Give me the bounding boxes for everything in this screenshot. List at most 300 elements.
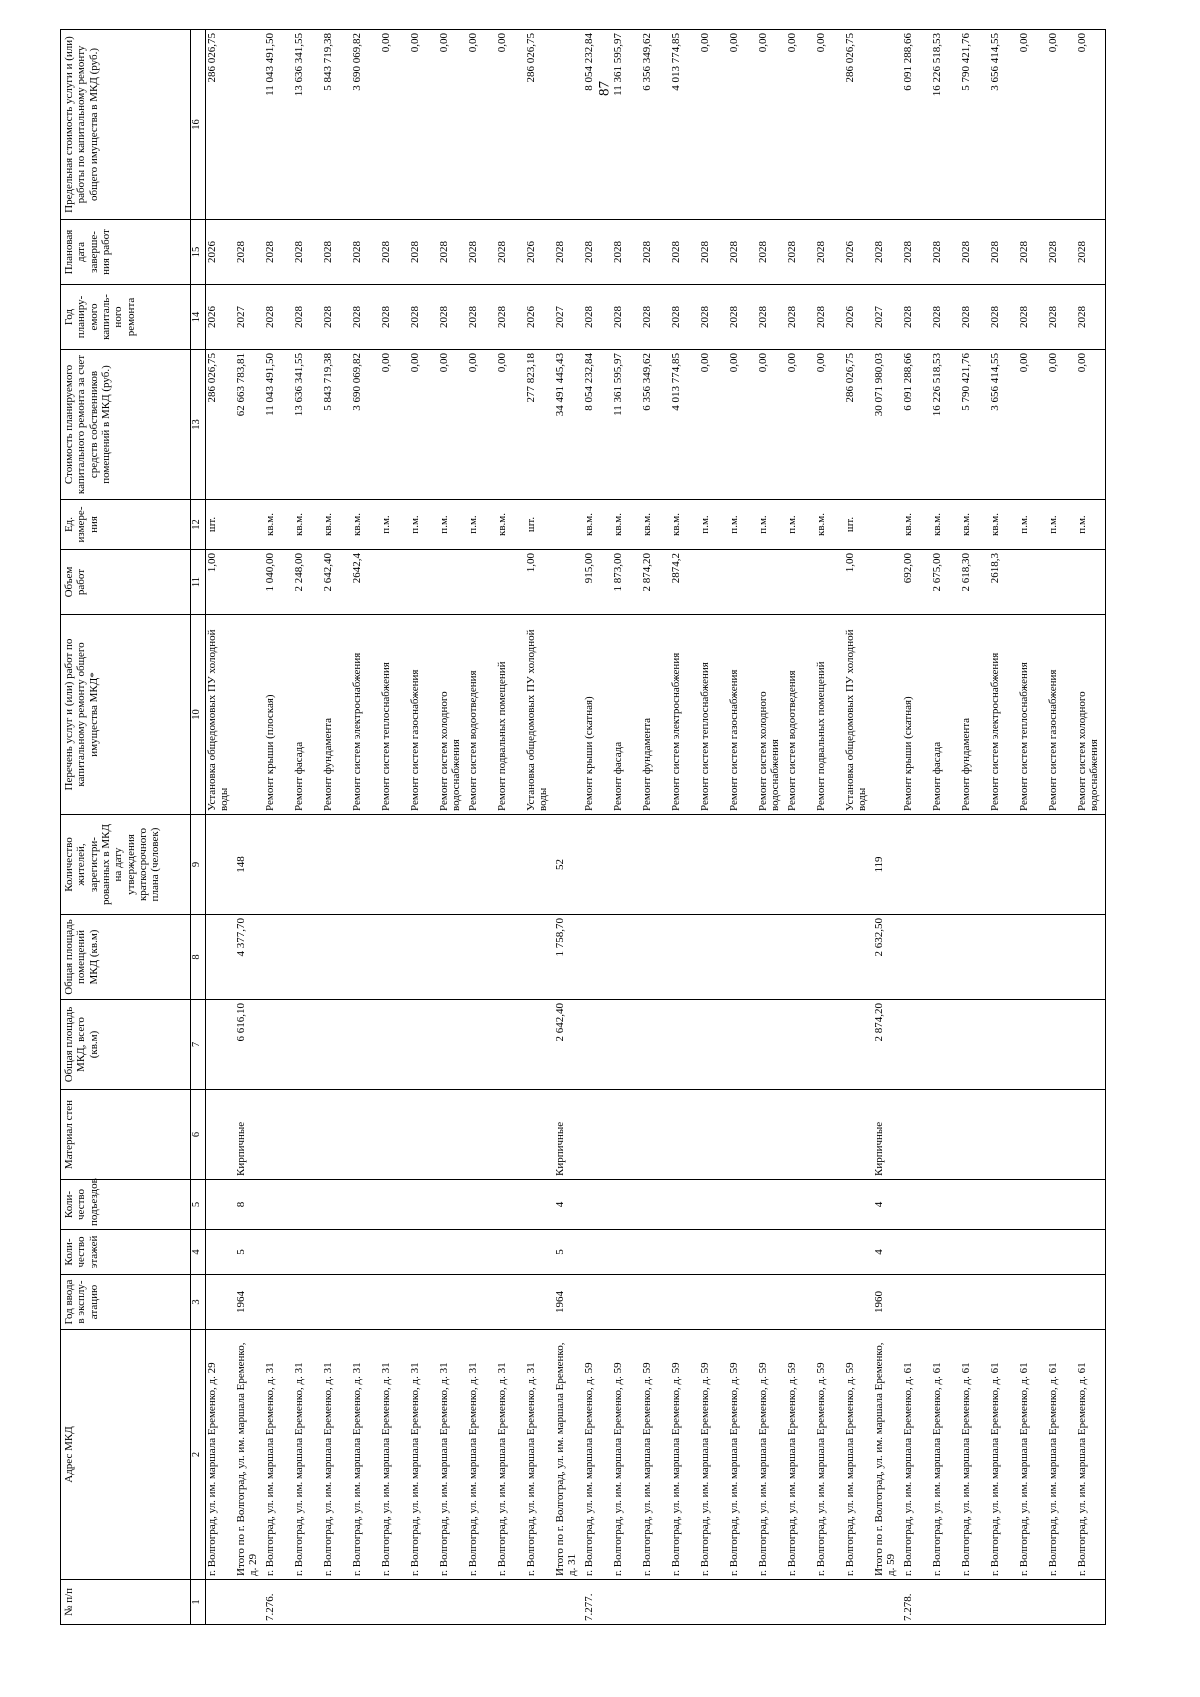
table-cell [844,1275,873,1330]
table-cell [670,1180,699,1230]
column-number: 11 [191,550,206,615]
table-cell [293,915,322,1000]
header-cell: Предельная стоимость услуги и (или) работы по капитальному ремонту общего имущества в МКД (руб.) [61,30,191,220]
table-cell: 0,00 [699,30,728,220]
column-number: 10 [191,615,206,815]
table-cell: Итого по г. Волгоград, ул. им. маршала Еременко, д. 31 [554,1330,583,1580]
table-cell: Установка общедомовых ПУ холодной воды [525,615,554,815]
table-cell [989,915,1018,1000]
table-cell: 2028 [380,220,409,285]
table-cell: Ремонт подвальных помещений [496,615,525,815]
table-cell [844,1090,873,1180]
table-cell: г. Волгоград, ул. им. маршала Еременко, д. 59 [641,1330,670,1580]
table-cell [699,1090,728,1180]
column-number: 1 [191,1580,206,1625]
table-cell [380,1090,409,1180]
table-cell [235,500,264,550]
table-cell [612,1275,641,1330]
table-cell: Ремонт фасада [293,615,322,815]
table-cell [1076,1580,1106,1625]
table-cell: 4 [873,1180,902,1230]
table-cell [815,550,844,615]
table-cell [728,1180,757,1230]
table-cell [641,815,670,915]
table-cell: г. Волгоград, ул. им. маршала Еременко, д. 31 [264,1330,293,1580]
table-cell [699,815,728,915]
table-cell: кв.м. [960,500,989,550]
table-cell: г. Волгоград, ул. им. маршала Еременко, д. 31 [438,1330,467,1580]
table-cell [467,1580,496,1625]
column-number: 2 [191,1330,206,1580]
table-row [844,30,873,1625]
table-cell: 2028 [583,285,612,350]
table-cell [1076,550,1106,615]
table-cell: п.м. [1076,500,1106,550]
table-cell: п.м. [1047,500,1076,550]
table-cell [1076,815,1106,915]
table-cell [844,1180,873,1230]
table-cell [351,915,380,1000]
table-cell [1047,1230,1076,1275]
table-cell: г. Волгоград, ул. им. маршала Еременко, д. 61 [989,1330,1018,1580]
table-cell [467,815,496,915]
table-cell: 2028 [931,220,960,285]
table-cell [670,1275,699,1330]
table-cell: 2028 [873,220,902,285]
table-row [902,30,931,1625]
table-cell: Кирпичные [554,1090,583,1180]
table-cell [525,915,554,1000]
table-cell: шт. [844,500,873,550]
table-row [1018,30,1047,1625]
table-cell: Ремонт систем холодного водоснабжения [438,615,467,815]
table-cell: 0,00 [1076,350,1106,500]
table-cell: кв.м. [989,500,1018,550]
table-cell: Ремонт систем электроснабжения [351,615,380,815]
column-number: 8 [191,915,206,1000]
header-cell: Плановая дата заверше-ния работ [61,220,191,285]
table-cell [322,815,351,915]
header-cell: Количество жителей, зарегистри-рованных в МКД на дату утверждения краткосрочного плана (человек) [61,815,191,915]
table-cell: Ремонт систем газоснабжения [728,615,757,815]
table-cell: г. Волгоград, ул. им. маршала Еременко, д. 31 [293,1330,322,1580]
table-cell [1076,1180,1106,1230]
table-cell: г. Волгоград, ул. им. маршала Еременко, д. 61 [1047,1330,1076,1580]
table-cell: 5 843 719,38 [322,30,351,220]
table-cell: г. Волгоград, ул. им. маршала Еременко, д. 31 [351,1330,380,1580]
table-cell: кв.м. [351,500,380,550]
table-cell [699,1230,728,1275]
table-cell: 2642,4 [351,550,380,615]
table-cell: г. Волгоград, ул. им. маршала Еременко, д. 31 [409,1330,438,1580]
table-cell: кв.м. [670,500,699,550]
table-cell: Ремонт систем теплоснабжения [380,615,409,815]
table-cell [786,1000,815,1090]
column-number: 5 [191,1180,206,1230]
table-cell [1076,915,1106,1000]
table-row [786,30,815,1625]
table-row [293,30,322,1625]
table-cell [525,1580,554,1625]
table-cell: 7.277. [583,1580,612,1625]
header-cell: Год ввода в эксплу-атацию [61,1275,191,1330]
header-cell: Год планиру-емого капиталь-ного ремонта [61,285,191,350]
table-cell: 0,00 [438,350,467,500]
table-cell: 4 013 774,85 [670,30,699,220]
column-number: 12 [191,500,206,550]
table-row [351,30,380,1625]
table-cell: 2027 [873,285,902,350]
table-cell: г. Волгоград, ул. им. маршала Еременко, д. 61 [960,1330,989,1580]
table-cell: 3 690 069,82 [351,350,380,500]
table-cell: 2 642,40 [554,1000,583,1090]
table-cell [467,1180,496,1230]
table-cell: 1964 [235,1275,264,1330]
table-cell: Ремонт крыши (скатная) [583,615,612,815]
table-cell [1076,1090,1106,1180]
table-cell [1076,1230,1106,1275]
table-cell: 2026 [206,220,236,285]
table-cell [699,915,728,1000]
table-cell [815,1000,844,1090]
table-cell: г. Волгоград, ул. им. маршала Еременко, д. 61 [931,1330,960,1580]
table-cell: 2618,3 [989,550,1018,615]
table-cell: Ремонт систем холодного водоснабжения [757,615,786,815]
table-cell: 2028 [670,220,699,285]
table-cell: Итого по г. Волгоград, ул. им. маршала Еременко, д. 59 [873,1330,902,1580]
table-cell [554,30,583,220]
table-cell: 2028 [786,285,815,350]
table-cell [467,1230,496,1275]
table-cell [322,1000,351,1090]
table-cell: г. Волгоград, ул. им. маршала Еременко, д. 29 [206,1330,236,1580]
table-cell: 2028 [699,220,728,285]
table-cell: г. Волгоград, ул. им. маршала Еременко, д. 59 [786,1330,815,1580]
table-cell [641,915,670,1000]
table-cell [322,1275,351,1330]
table-cell: п.м. [699,500,728,550]
table-cell [670,1090,699,1180]
table-cell: 0,00 [409,30,438,220]
table-cell [380,1580,409,1625]
table-cell: 4 377,70 [235,915,264,1000]
table-cell: 5 843 719,38 [322,350,351,500]
table-cell: Ремонт систем электроснабжения [670,615,699,815]
table-cell [235,30,264,220]
table-cell [293,1230,322,1275]
table-cell: 2028 [322,220,351,285]
table-cell: 0,00 [409,350,438,500]
table-cell: п.м. [728,500,757,550]
table-cell: 2 675,00 [931,550,960,615]
table-cell: 52 [554,815,583,915]
table-cell: 7.278. [902,1580,931,1625]
table-cell [293,1180,322,1230]
table-cell [554,550,583,615]
table-cell: п.м. [380,500,409,550]
table-cell [496,550,525,615]
table-row [1047,30,1076,1625]
table-cell [989,1000,1018,1090]
table-cell [786,815,815,915]
table-cell [815,1180,844,1230]
table-cell [641,1000,670,1090]
table-cell [699,1580,728,1625]
table-cell: кв.м. [583,500,612,550]
table-row [235,30,264,1625]
table-cell [786,1275,815,1330]
table-cell [351,1230,380,1275]
table-cell [612,1180,641,1230]
table-cell [815,815,844,915]
table-cell [873,550,902,615]
table-cell [1047,815,1076,915]
table-cell [264,1180,293,1230]
table-cell: 30 071 980,03 [873,350,902,500]
table-cell: 0,00 [438,30,467,220]
table-cell: 3 656 414,55 [989,350,1018,500]
table-cell: 2028 [960,285,989,350]
table-cell: 1,00 [844,550,873,615]
table-cell: 2028 [1018,220,1047,285]
table-cell [438,1580,467,1625]
table-cell: 7.276. [264,1580,293,1625]
table-cell [989,1180,1018,1230]
table-cell [264,1275,293,1330]
table-cell [757,1000,786,1090]
table-row [206,30,236,1625]
table-cell [1018,915,1047,1000]
table-cell: г. Волгоград, ул. им. маршала Еременко, д. 31 [380,1330,409,1580]
table-cell: 2028 [380,285,409,350]
table-cell: 286 026,75 [844,30,873,220]
table-cell [496,1275,525,1330]
table-cell: 0,00 [467,30,496,220]
table-cell: Ремонт фасада [931,615,960,815]
table-cell [960,1090,989,1180]
table-row [438,30,467,1625]
table-cell [467,1090,496,1180]
table-cell: 2028 [815,220,844,285]
table-cell [786,1230,815,1275]
table-cell: 2028 [496,285,525,350]
table-cell [583,1180,612,1230]
table-cell: 2028 [612,220,641,285]
table-cell: 0,00 [496,350,525,500]
table-cell: 2 642,40 [322,550,351,615]
table-cell [931,915,960,1000]
table-cell [902,1000,931,1090]
table-cell [1047,550,1076,615]
table-row [496,30,525,1625]
column-number: 15 [191,220,206,285]
table-row [409,30,438,1625]
table-cell: г. Волгоград, ул. им. маршала Еременко, д. 59 [728,1330,757,1580]
table-cell [496,1580,525,1625]
table-cell [815,915,844,1000]
table-cell [438,1090,467,1180]
table-cell: 1,00 [206,550,236,615]
table-cell: 11 361 595,97 [612,350,641,500]
column-number: 7 [191,1000,206,1090]
table-cell [757,1230,786,1275]
table-cell [1047,1580,1076,1625]
table-cell [438,1275,467,1330]
table-cell [931,1180,960,1230]
table-cell [322,1230,351,1275]
table-cell [583,815,612,915]
table-cell [351,1580,380,1625]
table-cell: 6 091 288,66 [902,350,931,500]
table-row [264,30,293,1625]
table-cell [989,815,1018,915]
table-cell [583,1000,612,1090]
table-cell: 2028 [583,220,612,285]
table-cell: 0,00 [699,350,728,500]
table-cell [1076,1275,1106,1330]
table-cell: г. Волгоград, ул. им. маршала Еременко, д. 59 [699,1330,728,1580]
table-cell: 2028 [989,285,1018,350]
table-cell: 5 790 421,76 [960,30,989,220]
table-cell: 1 873,00 [612,550,641,615]
table-cell [322,1090,351,1180]
table-cell: Ремонт крыши (скатная) [902,615,931,815]
table-cell [583,1275,612,1330]
table-cell [206,1180,236,1230]
table-cell [931,1090,960,1180]
table-cell [757,1275,786,1330]
table-cell: 1960 [873,1275,902,1330]
table-cell: кв.м. [322,500,351,550]
table-cell [902,915,931,1000]
table-cell [786,1090,815,1180]
table-cell [380,1000,409,1090]
table-cell: г. Волгоград, ул. им. маршала Еременко, д. 61 [1076,1330,1106,1580]
table-cell: 0,00 [786,30,815,220]
table-cell [612,1230,641,1275]
table-cell [525,1275,554,1330]
table-cell [931,1275,960,1330]
table-cell [902,1180,931,1230]
table-cell [496,1000,525,1090]
table-cell: 2028 [1076,220,1106,285]
table-cell: 2028 [641,220,670,285]
table-cell [1018,1580,1047,1625]
table-cell: 13 636 341,55 [293,30,322,220]
table-cell: 2028 [1047,285,1076,350]
column-number-row [191,30,206,1625]
table-cell [206,915,236,1000]
table-cell: 2028 [757,285,786,350]
table-cell: 2028 [264,285,293,350]
table-cell [525,1230,554,1275]
table-row [1076,30,1106,1625]
table-cell [322,1580,351,1625]
table-cell: 4 [873,1230,902,1275]
table-cell: п.м. [409,500,438,550]
table-cell: 0,00 [1018,30,1047,220]
table-cell: 2028 [554,220,583,285]
table-row [583,30,612,1625]
table-cell: 5 [235,1230,264,1275]
table-cell [960,1180,989,1230]
header-cell: Ед. измере-ния [61,500,191,550]
table-cell [467,550,496,615]
table-cell [264,815,293,915]
table-cell: 2028 [1047,220,1076,285]
column-number: 13 [191,350,206,500]
table-cell [496,815,525,915]
table-cell: 0,00 [380,30,409,220]
table-cell [960,1580,989,1625]
table-cell [670,915,699,1000]
table-cell [728,1000,757,1090]
table-cell: 6 616,10 [235,1000,264,1090]
column-number: 6 [191,1090,206,1180]
table-cell [1047,1090,1076,1180]
table-cell [1018,1275,1047,1330]
table-cell: 62 663 783,81 [235,350,264,500]
table-row [873,30,902,1625]
table-cell [467,1000,496,1090]
table-cell [351,1275,380,1330]
table-cell: кв.м. [931,500,960,550]
table-cell: Ремонт систем холодного водоснабжения [1076,615,1106,815]
table-row [670,30,699,1625]
table-cell [873,615,902,815]
table-cell: кв.м. [641,500,670,550]
table-cell [206,1090,236,1180]
table-cell [409,550,438,615]
table-cell: 2874,2 [670,550,699,615]
header-cell: Стоимость планируемого капитального ремонта за счет средств собственников помещений в МКД (руб.) [61,350,191,500]
table-cell [960,1275,989,1330]
table-cell [322,1180,351,1230]
table-cell: кв.м. [902,500,931,550]
table-cell [786,1180,815,1230]
table-cell [206,1275,236,1330]
header-cell: № п/п [61,1580,191,1625]
table-cell: 2028 [786,220,815,285]
table-cell [554,1580,583,1625]
table-row [322,30,351,1625]
table-cell [409,1580,438,1625]
table-cell [699,1000,728,1090]
table-cell [670,1580,699,1625]
table-cell: 11 043 491,50 [264,350,293,500]
table-cell: 0,00 [728,30,757,220]
table-cell [873,1580,902,1625]
table-cell: 0,00 [467,350,496,500]
table-cell [554,615,583,815]
table-cell [496,1090,525,1180]
table-cell [728,550,757,615]
table-cell: Ремонт систем водоотведения [786,615,815,815]
table-cell: кв.м. [815,500,844,550]
table-cell: Ремонт фундамента [322,615,351,815]
table-cell [206,1580,236,1625]
table-cell: 8 054 232,84 [583,350,612,500]
table-row [554,30,583,1625]
table-cell: г. Волгоград, ул. им. маршала Еременко, д. 31 [322,1330,351,1580]
table-cell: Кирпичные [873,1090,902,1180]
table-cell: 915,00 [583,550,612,615]
table-cell [351,815,380,915]
table-row [380,30,409,1625]
table-cell: г. Волгоград, ул. им. маршала Еременко, д. 31 [467,1330,496,1580]
table-cell: 0,00 [1018,350,1047,500]
table-cell [670,1000,699,1090]
